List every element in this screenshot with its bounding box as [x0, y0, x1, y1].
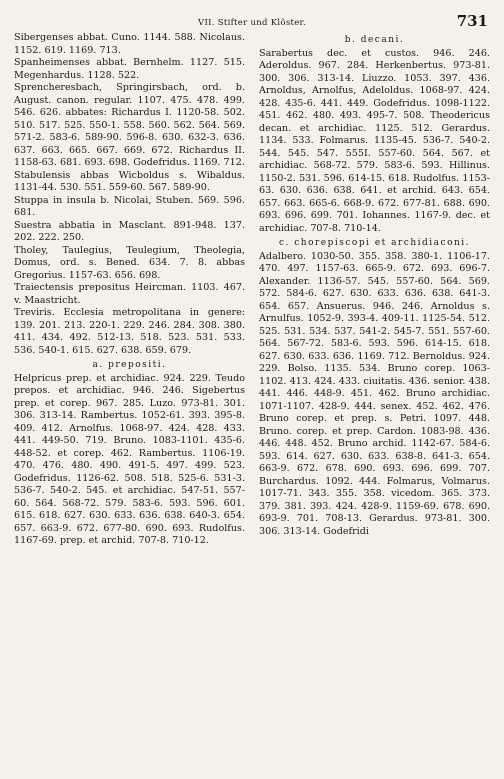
index-entry: Sprencheresbach, Springirsbach, ord. b. August. canon. regular. 1107. 475. 478. 499. 546. 626. abbates: Richardus I. 1120-58. 502. 510. 517. 525. 550-1. 558. 560. 562. 564. 569. 571-2. 583-6. 589-90. 596-8. 630. 632-3. 636. 637. 663. 665. 667. 669. 672. Richardus II. 1158-63. 681. 693. 698. Godefridus. 1169. 712.: [14, 82, 245, 168]
index-entry: Tholey, Taulegius, Teulegium, Theolegia, Domus, ord. s. Bened. 634. 7. 8. abbas Gregorius. 1157-63. 656. 698.: [14, 244, 245, 281]
index-entry: Adalbero. 1030-50. 355. 358. 380-1. 1106-17. 470. 497. 1157-63. 665-9. 672. 693. 696-7. Alexander. 1136-57. 545. 557-60. 564. 569. 572. 584-6. 627. 630. 633. 636. 638. 641-3. 654. 657. Ansuerus. 946. 246. Arnoldus s. Arnulfus. 1052-9. 393-4. 409-11. 1125-54. 512. 525. 531. 534. 537. 541-2. 545-7. 551. 557-60. 564. 567-72. 583-6. 593. 596. 614-15. 618. 627. 630. 633. 636. 1169. 712. Bernoldus. 924. 229. Bolso. 1135. 534. Bruno corep. 1063-1102. 413. 424. 433. ciuitatis. 436. senior. 438. 441. 446. 448-9. 451. 462. Bruno archidiac. 1071-1107. 428-9. 444. senex. 452. 462. 476. Bruno corep. et prep. s. Petri. 1097. 448. Bruno. corep. et prep. Cardon. 1083-98. 436. 446. 448. 452. Bruno archid. 1142-67. 584-6. 593. 614. 627. 630. 633. 638-8. 641-3. 654. 663-9. 672. 678. 690. 693. 696. 699. 707. Burchardus. 1092. 444. Folmarus, Volmarus. 1017-71. 343. 355. 358. vicedom. 365. 373. 379. 381. 393. 424. 428-9. 1159-69. 678. 690. 693-9. 701. 708-13. Gerardus. 973-81. 300. 306. 313-14. Godefridi: [259, 250, 490, 537]
index-entry: Sarabertus dec. et custos. 946. 246. Aderoldus. 967. 284. Herkenbertus. 973-81. 300. 306. 313-14. Liuzzo. 1053. 397. 436. Arnoldus, Arnolfus, Adeloldus. 1068-97. 424. 428. 435-6. 441. 449. Godefridus. 1098-1122. 451. 462. 480. 493. 495-7. 508. Theodericus decan. et archidiac. 1125. 512. Gerardus. 1134. 533. Folmarus. 1135-45. 536-7. 540-2. 544. 545. 547. 555I. 557-60. 564. 567. et archidiac. 568-72. 579. 583-6. 593. Hillinus. 1150-2. 531. 596. 614-15. 618. Rudolfus. 1153-63. 630. 636. 638. 641. et archid. 643. 654. 657. 663. 665-6. 668-9. 672. 677-81. 688. 690. 693. 696. 699. 701. Iohannes. 1167-9. dec. et archidiac. 707-8. 710-14.: [259, 47, 490, 234]
page-number: 731: [456, 12, 488, 30]
two-column-index: [14, 32, 490, 548]
index-entry: Stabulensis abbas Wicboldus s. Wibaldus. 1131-44. 530. 551. 559-60. 567. 589-90.: [14, 169, 245, 193]
index-entry: Sibergenses abbat. Cuno. 1144. 588. Nicolaus. 1152. 619. 1169. 713.: [14, 32, 245, 56]
index-entry: Traiectensis prepositus Heircman. 1103. 467. v. Maastricht.: [14, 282, 245, 306]
index-entry: Suestra abbatia in Masclant. 891-948. 137. 202. 222. 250.: [14, 219, 245, 243]
index-entry: Treviris. Ecclesia metropolitana in genere: 139. 201. 213. 220-1. 229. 246. 284. 308. 380. 411. 434. 492. 512-13. 518. 523. 531. 533. 536. 540-1. 615. 627. 638. 659. 679.: [14, 307, 245, 356]
left-column: [14, 32, 245, 548]
index-entry: Stuppa in insula b. Nicolai, Stuben. 569. 596. 681.: [14, 194, 245, 218]
index-entry: Spanheimenses abbat. Bernhelm. 1127. 515. Megenhardus. 1128. 522.: [14, 57, 245, 81]
right-column: [259, 32, 490, 548]
page-header: [14, 10, 490, 32]
running-title: VII. Stifter und Klöster.: [198, 18, 306, 28]
section-heading-decani: b. decani.: [344, 35, 405, 45]
section-heading-prepositi: a. prepositi.: [92, 360, 167, 370]
section-heading-chorepiscopi: c. chorepiscopi et archidiaconi.: [278, 238, 471, 248]
index-entry: Helpricus prep. et archidiac. 924. 229. Teudo prepos. et archidiac. 946. 246. Sigebertus prep. et corep. 967. 285. Luzo. 973-81. 301. 306. 313-14. Rambertus. 1052-61. 393. 395-8. 409. 412. Arnolfus. 1068-97. 424. 428. 433. 441. 449-50. 719. Bruno. 1083-1101. 435-6. 448-52. et corep. 462. Rambertus. 1106-19. 470. 476. 480. 490. 491-5. 497. 499. 523. Godefridus. 1126-62. 508. 518. 525-6. 531-3. 536-7. 540-2. 545. et archidiac. 547-51. 557-60. 564. 568-72. 579. 583-6. 593. 596. 601. 615. 618. 627. 630. 633. 636. 638. 640-3. 654. 657. 663-9. 672. 677-80. 690. 693. Rudolfus. 1167-69. prep. et archid. 707-8. 710-12.: [14, 372, 245, 546]
